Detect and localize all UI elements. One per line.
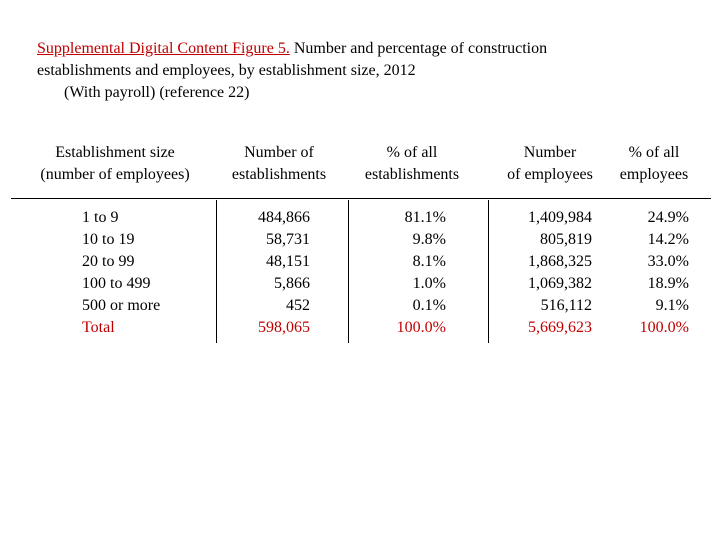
- num-establishments-column: [228, 207, 310, 339]
- pct-establishments-column: [370, 207, 446, 339]
- num-employees-total: 5,669,623: [528, 319, 592, 336]
- num-establishments-value: 48,151: [266, 253, 310, 270]
- size-label: 1 to 9: [82, 209, 119, 226]
- header-pct-of-establishments: [352, 142, 472, 186]
- pct-establishments-value: 8.1%: [412, 253, 446, 270]
- header-line: establishments: [231, 166, 327, 183]
- size-label: 10 to 19: [82, 231, 135, 248]
- total-label: Total: [82, 319, 115, 336]
- pct-employees-value: 14.2%: [647, 231, 689, 248]
- header-line: Establishment size: [55, 144, 175, 161]
- num-establishments-value: 5,866: [274, 275, 310, 292]
- caption-line-2: establishments and employees, by establishment size, 2012: [37, 62, 416, 79]
- header-pct-of-employees: [612, 142, 696, 186]
- header-line: % of all: [386, 144, 438, 161]
- caption-title-part-1: Number and percentage of construction: [289, 40, 548, 57]
- pct-establishments-value: 81.1%: [404, 209, 446, 226]
- pct-establishments-value: 1.0%: [412, 275, 446, 292]
- header-divider: [11, 198, 711, 199]
- header-line: % of all: [628, 144, 680, 161]
- header-line: (number of employees): [40, 166, 190, 183]
- size-label: 20 to 99: [82, 253, 135, 270]
- num-employees-value: 1,409,984: [528, 209, 592, 226]
- size-label: 100 to 499: [82, 275, 151, 292]
- header-line: Number of: [244, 144, 314, 161]
- num-employees-value: 805,819: [540, 231, 592, 248]
- num-employees-column: [502, 207, 592, 339]
- num-employees-value: 516,112: [540, 297, 592, 314]
- pct-employees-total: 100.0%: [639, 319, 689, 336]
- header-number-of-employees: [497, 142, 603, 186]
- num-establishments-value: 484,866: [258, 209, 310, 226]
- pct-establishments-value: 9.8%: [412, 231, 446, 248]
- num-establishments-value: 58,731: [266, 231, 310, 248]
- header-line: establishments: [364, 166, 460, 183]
- num-employees-value: 1,069,382: [528, 275, 592, 292]
- header-line: of employees: [507, 166, 593, 183]
- pct-employees-value: 24.9%: [647, 209, 689, 226]
- pct-employees-value: 9.1%: [655, 297, 689, 314]
- header-number-of-establishments: [218, 142, 340, 186]
- header-establishment-size: [27, 142, 203, 186]
- num-establishments-total: 598,065: [258, 319, 310, 336]
- column-divider: [348, 200, 349, 343]
- column-divider: [216, 200, 217, 343]
- pct-establishments-total: 100.0%: [396, 319, 446, 336]
- num-establishments-value: 452: [286, 297, 310, 314]
- size-label: 500 or more: [82, 297, 161, 314]
- caption-line-3: (With payroll) (reference 22): [64, 84, 250, 101]
- header-line: employees: [619, 166, 689, 183]
- pct-establishments-value: 0.1%: [412, 297, 446, 314]
- header-line: Number: [523, 144, 577, 161]
- pct-employees-value: 33.0%: [647, 253, 689, 270]
- pct-employees-value: 18.9%: [647, 275, 689, 292]
- pct-employees-column: [614, 207, 689, 339]
- column-divider: [488, 200, 489, 343]
- size-column: [82, 207, 160, 339]
- num-employees-value: 1,868,325: [528, 253, 592, 270]
- caption-figure-label: Supplemental Digital Content Figure 5.: [37, 40, 290, 57]
